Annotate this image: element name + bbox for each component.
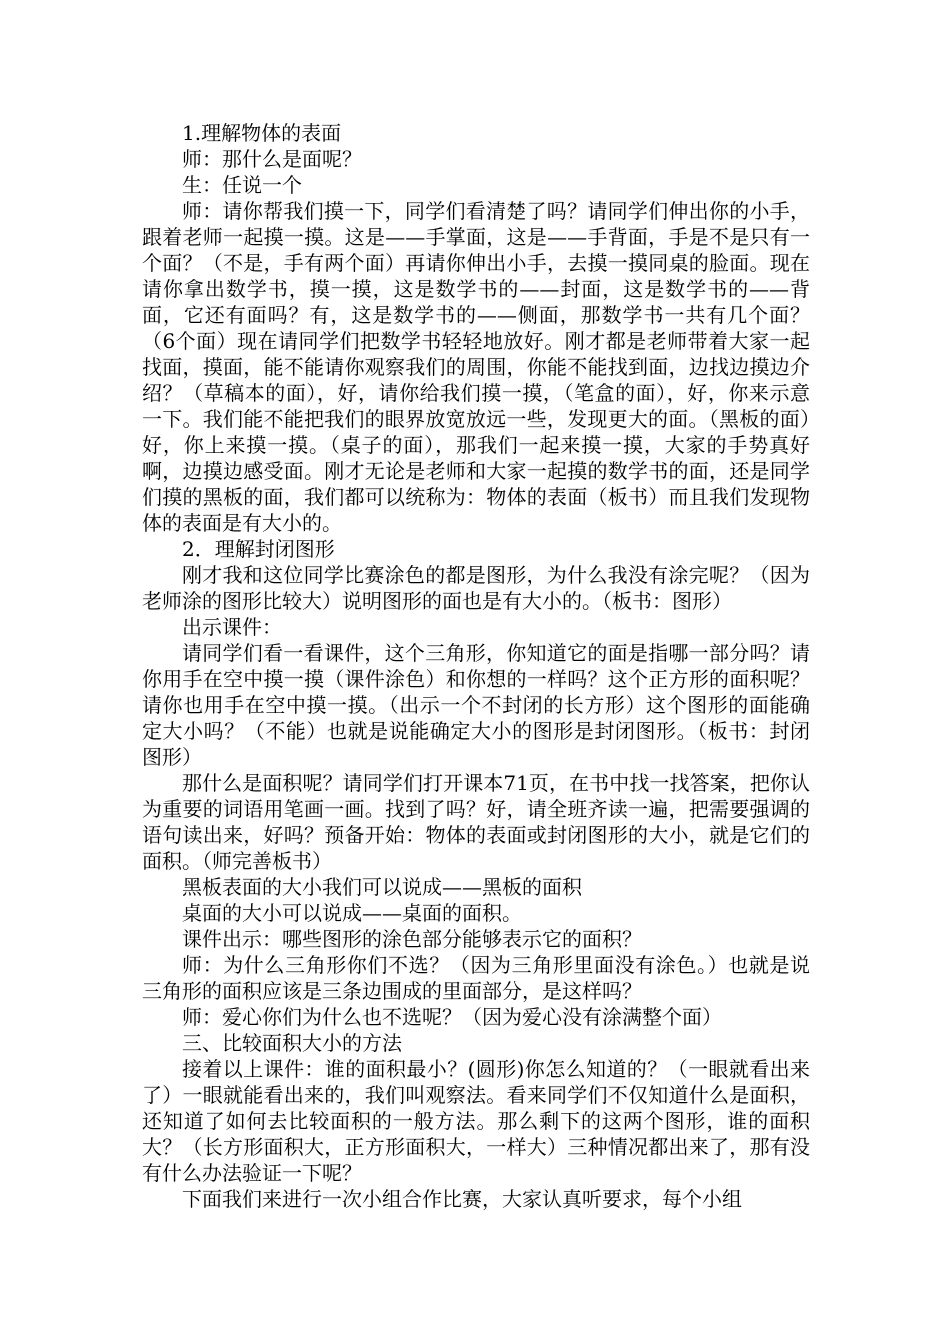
paragraph: 请同学们看一看课件，这个三角形，你知道它的面是指哪一部分吗？请你用手在空中摸一摸（课件涂色）和你想的一样吗？这个正方形的面积呢？请你也用手在空中摸一摸。（出示一个不封闭的长方形）这个图形的面能确定大小吗？（不能）也就是说能确定大小的图形是封闭图形。（板书：封闭图形） — [142, 641, 810, 769]
paragraph: 课件出示：哪些图形的涂色部分能够表示它的面积？ — [182, 927, 642, 951]
section-heading: 三、比较面积大小的方法 — [182, 1031, 402, 1055]
paragraph: 黑板表面的大小我们可以说成——黑板的面积 — [182, 875, 582, 899]
paragraph: 那什么是面积呢？请同学们打开课本71页，在书中找一找答案，把你认为重要的词语用笔画一画。找到了吗？好，请全班齐读一遍，把需要强调的语句读出来，好吗？预备开始：物体的表面或封闭图形的大小，就是它们的面积。（师完善板书） — [142, 771, 810, 873]
paragraph: 师：请你帮我们摸一下，同学们看清楚了吗？请同学们伸出你的小手，跟着老师一起摸一摸。这是——手掌面，这是——手背面，手是不是只有一个面？（不是，手有两个面）再请你伸出小手，去摸一摸同桌的脸面。现在请你拿出数学书，摸一摸，这是数学书的——封面，这是数学书的——背面，它还有面吗？有，这是数学书的——侧面，那数学书一共有几个面？（6个面）现在请同学们把数学书轻轻地放好。刚才都是老师带着大家一起找面，摸面，能不能请你观察我们的周围，你能不能找到面，边找边摸边介绍？（草稿本的面），好，请你给我们摸一摸，（笔盒的面），好，你来示意一下。我们能不能把我们的眼界放宽放远一些，发现更大的面。（黑板的面）好，你上来摸一摸。（桌子的面），那我们一起来摸一摸，大家的手势真好啊，边摸边感受面。刚才无论是老师和大家一起摸的数学书的面，还是同学们摸的黑板的面，我们都可以统称为：物体的表面（板书）而且我们发现物体的表面是有大小的。 — [142, 199, 810, 535]
paragraph: 1.理解物体的表面 — [182, 121, 342, 145]
paragraph: 师：爱心你们为什么也不选呢？（因为爱心没有涂满整个面） — [182, 1005, 722, 1029]
paragraph: 师：为什么三角形你们不选？（因为三角形里面没有涂色。）也就是说三角形的面积应该是三条边围成的里面部分，是这样吗？ — [142, 953, 810, 1003]
paragraph: 刚才我和这位同学比赛涂色的都是图形，为什么我没有涂完呢？（因为老师涂的图形比较大）说明图形的面也是有大小的。（板书：图形） — [142, 563, 810, 613]
paragraph: 生：任说一个 — [182, 173, 302, 197]
paragraph: 桌面的大小可以说成——桌面的面积。 — [182, 901, 522, 925]
document-body — [142, 120, 810, 1212]
paragraph: 接着以上课件：谁的面积最小？(圆形)你怎么知道的？（一眼就看出来了）一眼就能看出来的，我们叫观察法。看来同学们不仅知道什么是面积，还知道了如何去比较面积的一般方法。那么剩下的这两个图形，谁的面积大？（长方形面积大，正方形面积大，一样大）三种情况都出来了，那有没有什么办法验证一下呢？ — [142, 1057, 810, 1185]
paragraph: 下面我们来进行一次小组合作比赛，大家认真听要求，每个小组 — [182, 1187, 742, 1211]
paragraph: 出示课件： — [182, 615, 282, 639]
paragraph: 师：那什么是面呢？ — [182, 147, 362, 171]
paragraph: 2．理解封闭图形 — [182, 537, 335, 561]
